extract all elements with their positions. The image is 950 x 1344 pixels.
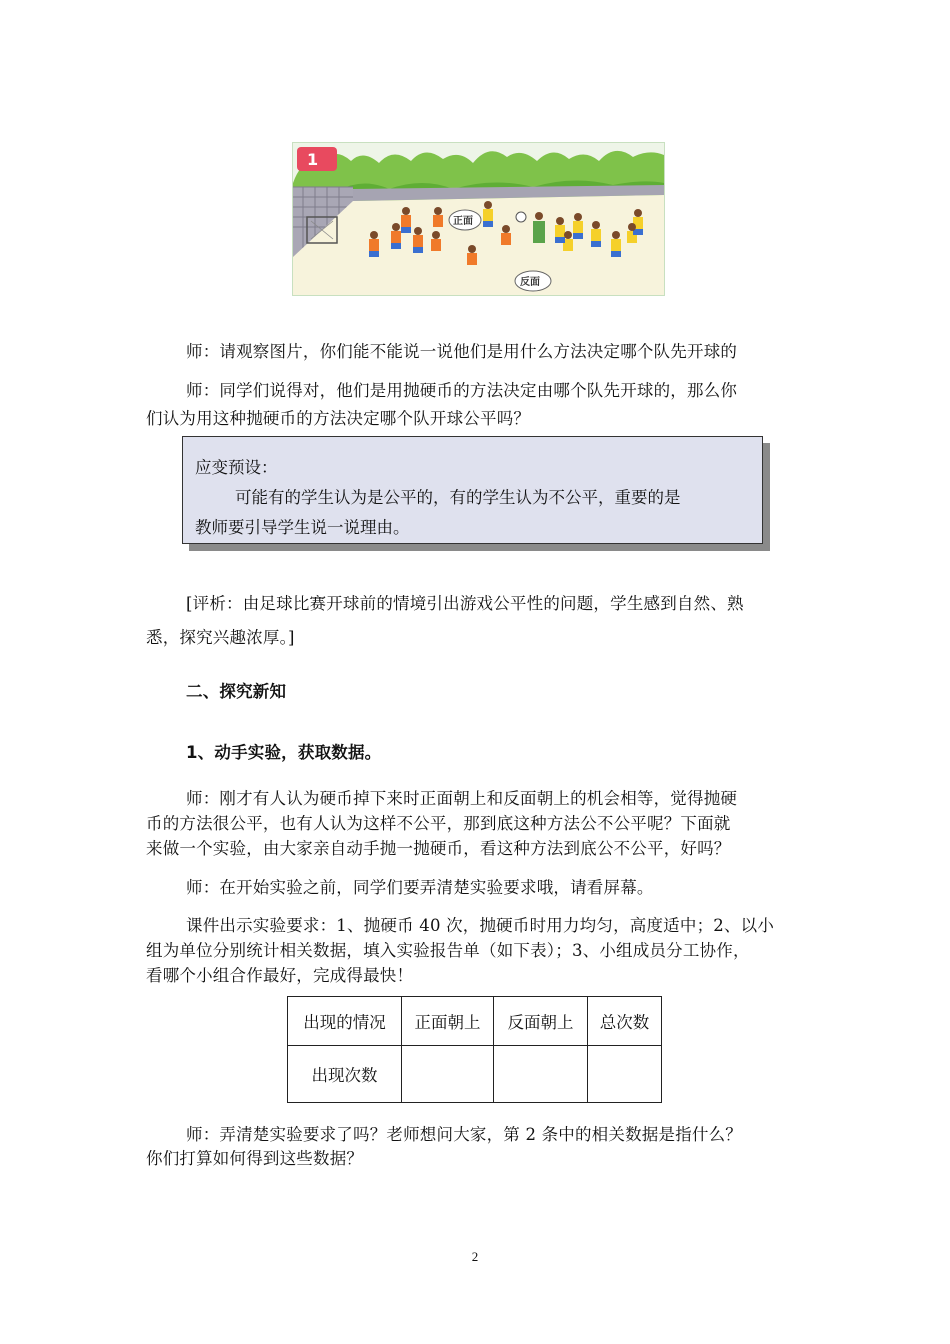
table-header-cell: 总次数 [588,997,662,1046]
paragraph-followup-line2: 你们打算如何得到这些数据？ [146,1149,364,1168]
preset-line1: 可能有的学生认为是公平的，有的学生认为不公平，重要的是 [235,488,681,507]
table-cell [494,1046,588,1103]
preset-line2: 教师要引导学生说一说理由。 [195,518,410,537]
paragraph-requirements-line2: 组为单位分别统计相关数据，填入实验报告单（如下表）；3、小组成员分工协作， [146,941,750,960]
paragraph-experiment-intro-line3: 来做一个实验，由大家亲自动手抛一抛硬币，看这种方法到底公不公平，好吗？ [146,839,731,858]
paragraph-teacher-reply-line1: 师：同学们说得对，他们是用抛硬币的方法决定由哪个队先开球的，那么你 [186,381,738,400]
figure-badge: 1 [307,150,319,169]
table-header-cell: 反面朝上 [494,997,588,1046]
evaluation-line1: [评析：由足球比赛开球前的情境引出游戏公平性的问题，学生感到自然、熟 [186,594,744,613]
paragraph-requirements-line3: 看哪个小组合作最好，完成得最快！ [146,966,414,985]
page-number: 2 [471,1249,479,1264]
preset-title: 应变预设： [195,458,278,477]
section-heading-explore: 二、探究新知 [186,682,287,701]
table-header-cell: 出现的情况 [288,997,402,1046]
table-row-label: 出现次数 [288,1046,402,1103]
contingency-preset-box [182,436,763,544]
figure-label-tails: 反面 [520,277,540,288]
paragraph-experiment-intro-line2: 币的方法很公平，也有人认为这样不公平，那到底这种方法公不公平呢？下面就 [146,814,731,833]
experiment-report-table [287,996,662,1103]
table-cell [402,1046,494,1103]
paragraph-requirements-line1: 课件出示实验要求：1、抛硬币 40 次，抛硬币时用力均匀，高度适中；2、以小 [186,916,775,935]
evaluation-line2: 悉，探究兴趣浓厚。] [146,628,295,647]
paragraph-teacher-reply-line2: 们认为用这种抛硬币的方法决定哪个队开球公平吗？ [146,409,531,428]
table-cell [588,1046,662,1103]
paragraph-requirements-notice: 师：在开始实验之前，同学们要弄清楚实验要求哦，请看屏幕。 [186,878,654,897]
paragraph-followup-line1: 师：弄清楚实验要求了吗？老师想问大家，第 2 条中的相关数据是指什么？ [186,1125,742,1144]
paragraph-experiment-intro-line1: 师：刚才有人认为硬币掉下来时正面朝上和反面朝上的机会相等，觉得抛硬 [186,789,738,808]
subheading-hands-on-experiment: 1、动手实验，获取数据。 [186,743,382,762]
table-row [288,1046,662,1103]
table-header-row [288,997,662,1046]
table-header-cell: 正面朝上 [402,997,494,1046]
figure-label-heads: 正面 [453,216,473,227]
coin-toss-illustration [292,142,665,296]
paragraph-question-observe: 师：请观察图片，你们能不能说一说他们是用什么方法决定哪个队先开球的 [186,342,738,361]
